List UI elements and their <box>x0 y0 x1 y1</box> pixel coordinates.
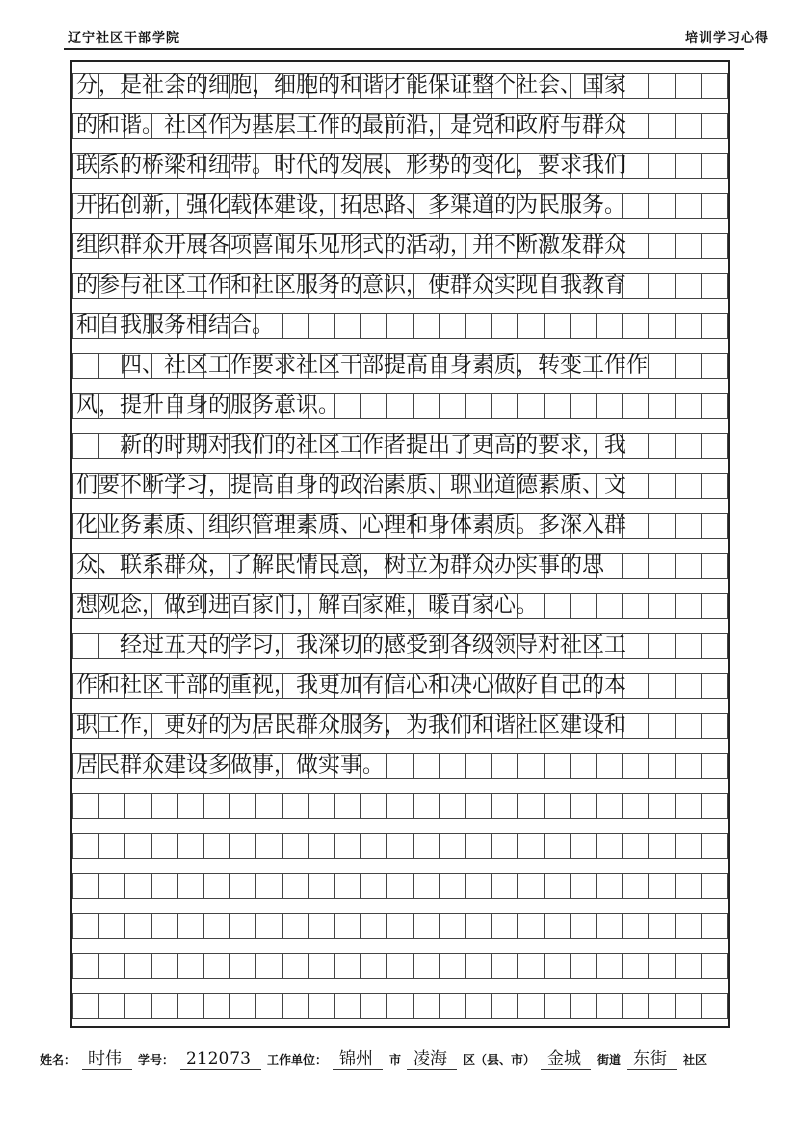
grid-row <box>72 66 728 106</box>
grid-row <box>72 666 728 706</box>
grid-row <box>72 306 728 346</box>
writing-grid <box>70 60 730 1028</box>
handwritten-line: 的和谐。社区作为基层工作的最前沿，是党和政府与群众 <box>76 113 627 138</box>
handwritten-line: 们要不断学习，提高自身的政治素质、职业道德素质、文 <box>76 473 627 498</box>
header-divider <box>64 48 744 50</box>
handwritten-line: 想观念，做到进百家门，解百家难，暖百家心。 <box>76 593 539 618</box>
street-label: 街道 <box>596 1053 621 1067</box>
grid-row <box>72 346 728 386</box>
grid-row <box>72 746 728 786</box>
name-label: 姓名： <box>40 1053 77 1067</box>
grid-row <box>72 186 728 226</box>
handwritten-line: 组织群众开展各项喜闻乐见形式的活动，并不断激发群众 <box>76 233 627 258</box>
grid-row <box>72 226 728 266</box>
name-value: 时伟 <box>82 1044 132 1070</box>
handwritten-line: 四、社区工作要求社区干部提高自身素质，转变工作作 <box>76 353 649 378</box>
grid-row <box>72 586 728 626</box>
city-label: 市 <box>388 1053 401 1067</box>
grid-row <box>72 906 728 946</box>
grid-row <box>72 466 728 506</box>
community-label: 社区 <box>683 1053 708 1067</box>
student-id-label: 学号： <box>138 1053 175 1067</box>
grid-row <box>72 386 728 426</box>
grid-row <box>72 626 728 666</box>
handwritten-line: 和自我服务相结合。 <box>76 313 275 338</box>
handwritten-line: 分，是社会的细胞，细胞的和谐才能保证整个社会、国家 <box>76 73 627 98</box>
handwritten-line: 作和社区干部的重视，我更加有信心和决心做好自己的本 <box>76 673 627 698</box>
grid-row <box>72 786 728 826</box>
handwritten-line: 新的时期对我们的社区工作者提出了更高的要求，我 <box>76 433 627 458</box>
street-value: 金城 <box>541 1044 591 1070</box>
city-value: 锦州 <box>333 1044 383 1070</box>
district-value: 凌海 <box>407 1044 457 1070</box>
grid-row <box>72 546 728 586</box>
handwritten-line: 风，提升自身的服务意识。 <box>76 393 341 418</box>
work-unit-label: 工作单位： <box>266 1053 327 1067</box>
grid-row <box>72 946 728 986</box>
handwritten-line: 众、联系群众，了解民情民意，树立为群众办实事的思 <box>76 553 605 578</box>
handwritten-line: 联系的桥梁和纽带。时代的发展、形势的变化，要求我们 <box>76 153 627 178</box>
student-id-value: 212073 <box>180 1049 261 1070</box>
grid-row <box>72 826 728 866</box>
grid-row <box>72 106 728 146</box>
grid-row <box>72 706 728 746</box>
school-name: 辽宁社区干部学院 <box>68 31 181 46</box>
handwritten-line: 化业务素质、组织管理素质、心理和身体素质。多深入群 <box>76 513 627 538</box>
grid-row <box>72 866 728 906</box>
handwritten-line: 经过五天的学习，我深切的感受到各级领导对社区工 <box>76 633 627 658</box>
grid-row <box>72 266 728 306</box>
document-title: 培训学习心得 <box>684 31 769 46</box>
community-value: 东街 <box>627 1044 677 1070</box>
handwritten-line: 居民群众建设多做事，做实事。 <box>76 753 385 778</box>
handwritten-line: 的参与社区工作和社区服务的意识，使群众实现自我教育 <box>76 273 627 298</box>
handwritten-line: 职工作，更好的为居民群众服务，为我们和谐社区建设和 <box>76 713 627 738</box>
grid-row <box>72 506 728 546</box>
handwritten-line: 开拓创新，强化载体建设，拓思路、多渠道的为民服务。 <box>76 193 627 218</box>
signature-footer <box>40 1044 779 1070</box>
grid-row <box>72 146 728 186</box>
district-label: 区（县、市） <box>462 1053 535 1067</box>
grid-row <box>72 426 728 466</box>
grid-row <box>72 986 728 1026</box>
